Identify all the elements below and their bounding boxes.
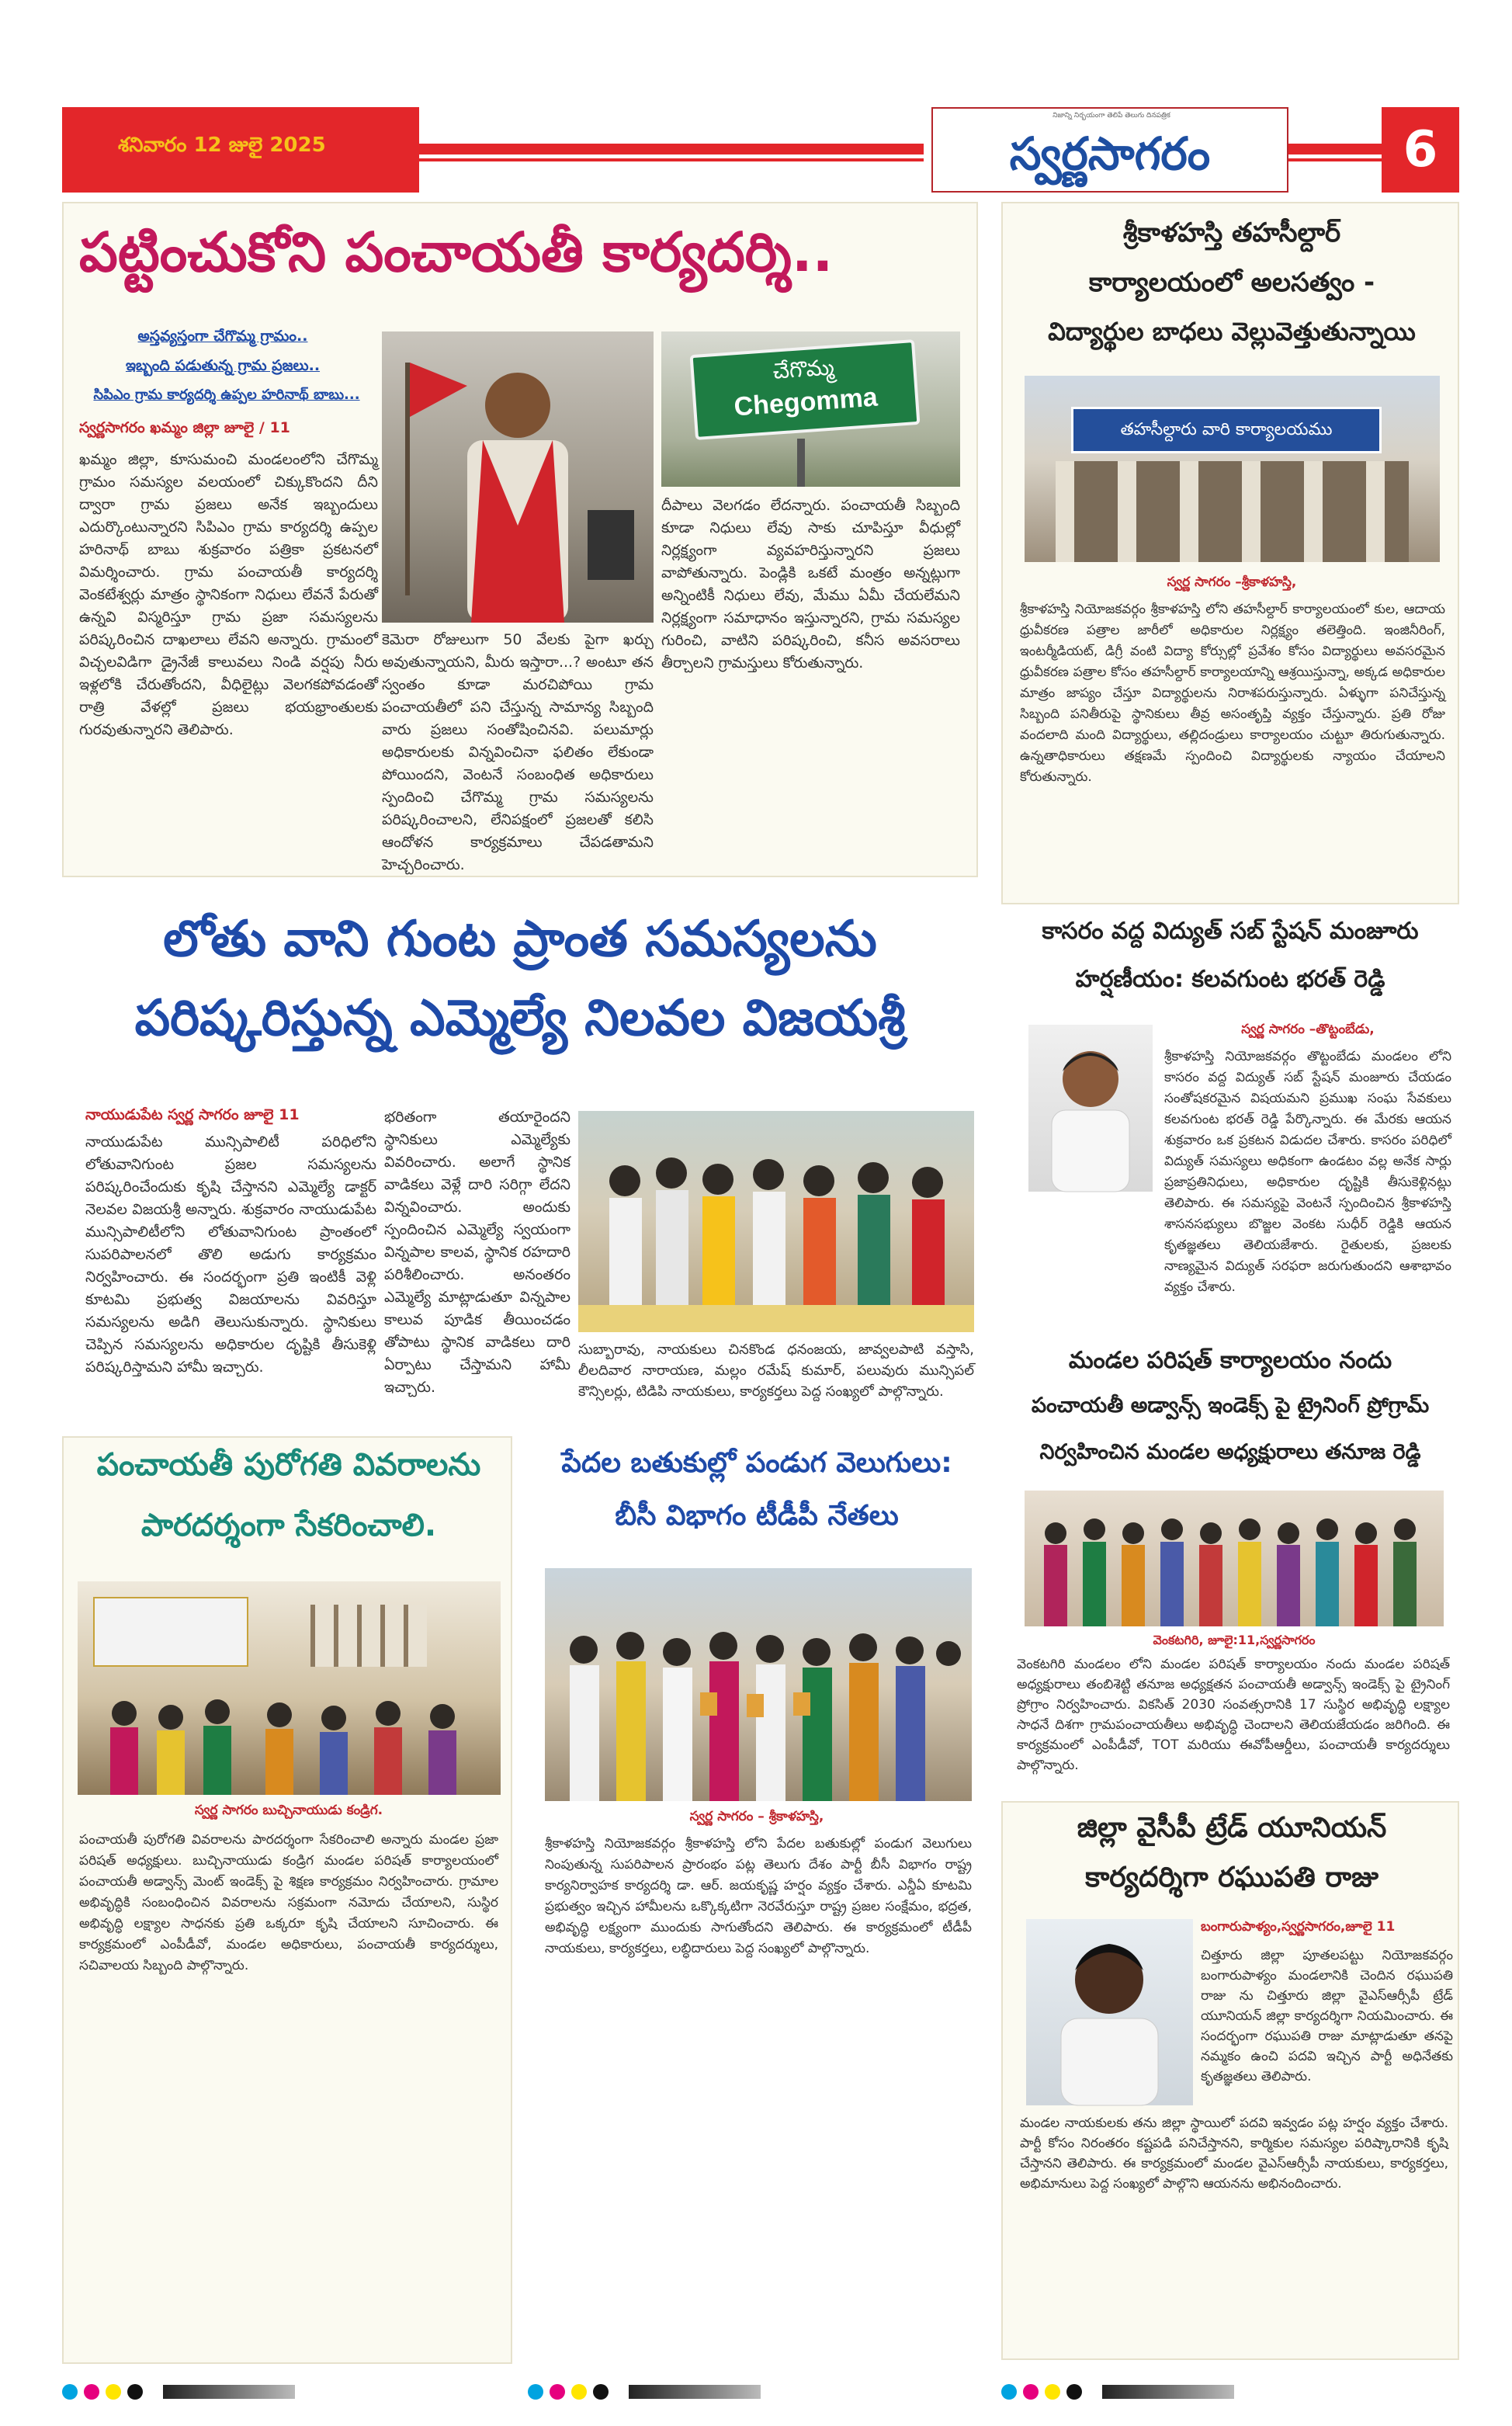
article-chegomma bbox=[62, 202, 978, 877]
article3-col2: భరితంగా తయారైందని స్థానికులు ఎమ్మెల్యేకు వివరించారు. అలాగే స్థానిక వాడికలు వెళ్లే దారి సరిగ్గా లేదని విన్నవించారు. అందుకు స్పందించిన ఎమ్మెల్యే స్వయంగా విన్నపాల కాలవ, స్థానిక రహదారి పరిశీలించారు. అనంతరం ఎమ్మెల్యే మాట్లాడుతూ విన్నపాల కాలువ పూడిక తీయించడం తోపాటు స్థానిక వాడికలు దారి ఏర్పాటు చేస్తామని హామీ ఇచ్చారు. bbox=[384, 1109, 570, 1396]
reg-group-left bbox=[62, 2383, 528, 2407]
reg-black-dot bbox=[593, 2384, 609, 2400]
article2-byline: స్వర్ణ సాగరం –శ్రీకాళహస్తి, bbox=[1167, 574, 1297, 590]
article4-headline-2: హర్షణీయం: కలవగుంట భరత్ రెడ్డి bbox=[1075, 966, 1385, 993]
person-portrait bbox=[1026, 1919, 1193, 2105]
article1-subhead-3: సిపిఎం గ్రామ కార్యదర్శి ఉప్పల హరినాథ్ బాబు... bbox=[93, 387, 360, 403]
article5-headline-2: పంచాయతీ అడ్వాన్స్ ఇండెక్స్ పై ట్రైనింగ్ ప్రోగ్రామ్ bbox=[1031, 1393, 1430, 1418]
reg-black-dot bbox=[127, 2384, 143, 2400]
article6-headline-2: కార్యదర్శిగా రఘుపతి రాజు bbox=[1085, 1862, 1378, 1893]
person-portrait bbox=[1028, 1025, 1153, 1192]
article-kasaram-substation bbox=[1001, 908, 1459, 1335]
article3-headline-2: పరిష్కరిస్తున్న ఎమ్మెల్యే నిలవల విజయశ్రీ bbox=[134, 990, 906, 1047]
article5-headline-3: నిర్వహించిన మండల అధ్యక్షురాలు తనూజ రెడ్డి bbox=[1039, 1440, 1421, 1464]
article-panchayat-index-training bbox=[1001, 1339, 1459, 1797]
crowd-illustration bbox=[578, 1111, 974, 1332]
reg-cyan-dot bbox=[528, 2384, 543, 2400]
group-illustration bbox=[1025, 1491, 1444, 1626]
reg-gradient-bar bbox=[163, 2385, 295, 2399]
reg-black-dot bbox=[1066, 2384, 1082, 2400]
article5-photo-group bbox=[1025, 1491, 1444, 1626]
masthead-rule-left bbox=[419, 144, 924, 154]
masthead-date: శనివారం 12 జులై 2025 bbox=[118, 134, 326, 157]
article5-headline-1: మండల పరిషత్ కార్యాలయం నందు bbox=[1068, 1347, 1392, 1374]
office-sign-text: తహసీల్దారు వారి కార్యాలయము bbox=[1120, 420, 1333, 439]
footer-registration-marks bbox=[62, 2383, 1459, 2407]
article-srikalahasti-tahsildar bbox=[1001, 202, 1459, 904]
article1-col3: దీపాలు వెలగడం లేదన్నారు. పంచాయతీ సిబ్బంది కూడా నిధులు లేవు సాకు చూపిస్తూ వీధుల్లో నిర్లక్ష్యంగా వ్యవహరిస్తున్నారని ప్రజలు వాపోతున్నారు. పెండ్లికి ఒకటే మంత్రం అన్నట్లుగా అన్నింటికీ నిధులు లేవు, మేము ఏమీ చేయలేమని నిర్లక్ష్యంగా సమాధానం ఇస్తున్నారని, గ్రామ సమస్యల గురించి, వాటిని పరిష్కరించి, కనీస అవసరాలు తీర్చాలని గ్రామస్తులు కోరుతున్నారు. bbox=[661, 497, 960, 672]
article2-body: శ్రీకాళహస్తి నియోజకవర్గం శ్రీకాళహస్తి లోని తహసీల్దార్ కార్యాలయంలో కుల, ఆదాయ ధ్రువీకరణ పత్రాల జారీలో అధికారుల నిర్లక్ష్యం తలెత్తింది. ఇంజినీరింగ్, ఇంటర్మీడియట్, డిగ్రీ వంటి విద్యా కోర్సుల్లో ప్రవేశం కోసం విద్యార్థులు అవసరమైన ధ్రువీకరణ పత్రాల కోసం తహసీల్దార్ కార్యాలయాన్ని ఆశ్రయిస్తున్నా, అక్కడ అధికారుల మాత్రం జాప్యం చేస్తూ విద్యార్థులను నిరాశపరుస్తున్నారు. ఏళ్ళుగా పనిచేస్తున్న సిబ్బంది పనితీరుపై స్థానికులు తీవ్ర అసంతృప్తి వ్యక్తం చేస్తున్నారు. ప్రతి రోజు వందలాది మంది విద్యార్థులు, తల్లిదండ్రులు కార్యాలయం చుట్టూ తిరుగుతున్నారు. ఉన్నతాధికారులు తక్షణమే స్పందించి విద్యార్థులకు న్యాయం చేయాలని కోరుతున్నారు. bbox=[1020, 602, 1445, 785]
article3-byline: నాయుడుపేట స్వర్ణ సాగరం జూలై 11 bbox=[85, 1106, 300, 1123]
article2-headline-1: శ్రీకాళహస్తి తహసీల్దార్ bbox=[1122, 217, 1341, 248]
sign-text-english: Chegomma bbox=[733, 382, 879, 422]
masthead-rule-right bbox=[1288, 144, 1382, 154]
article2-headline-2: కార్యాలయంలో అలసత్వం - bbox=[1088, 267, 1375, 298]
article5-body: వెంకటగిరి మండలం లోని మండల పరిషత్ కార్యాలయం నందు మండల పరిషత్ అధ్యక్షురాలు తంబిశెట్టి తనూజ అధ్యక్షతన పంచాయతీ అడ్వాన్స్ ఇండెక్స్ పై ట్రైనింగ్ ప్రోగ్రాం నిర్వహించారు. వికసిత్ 2030 సంవత్సరానికి 17 సుస్థిర అభివృద్ధి లక్ష్యాల సాధనే దిశగా గ్రామపంచాయతీలు అభివృద్ధి చెందాలని తెలియజేయడం జరిగింది. ఈ కార్యక్రమంలో ఎంపీడీవో, TOT మరియు ఈవోపీఆర్డీలు, పంచాయతీ కార్యదర్శులు పాల్గొన్నారు. bbox=[1017, 1657, 1450, 1773]
article3-headline-1: లోతు వాని గుంట ప్రాంత సమస్యలను bbox=[163, 911, 877, 968]
sign-pole bbox=[797, 439, 805, 487]
reg-cyan-dot bbox=[1001, 2384, 1017, 2400]
article8-photo-distribution bbox=[545, 1568, 972, 1801]
article4-headline-1: కాసరం వద్ద విద్యుత్ సబ్ స్టేషన్ మంజూరు bbox=[1042, 918, 1419, 945]
article7-photo-meeting bbox=[78, 1581, 501, 1795]
article2-photo-building bbox=[1025, 376, 1440, 562]
logo-box bbox=[931, 107, 1288, 193]
article8-headline-2: బీసీ విభాగం టీడీపీ నేతలు bbox=[615, 1500, 899, 1532]
reg-yellow-dot bbox=[1045, 2384, 1060, 2400]
reg-gradient-bar bbox=[629, 2385, 761, 2399]
article3-col1: నాయుడుపేట మున్సిపాలిటీ పరిధిలోని లోతువానిగుంట ప్రజల సమస్యలను పరిష్కరించేందుకు కృషి చేస్తానని ఎమ్మెల్యే డాక్టర్ నెలవల విజయశ్రీ అన్నారు. శుక్రవారం నాయుడుపేట మున్సిపాలిటీలోని లోతువానిగుంట ప్రాంతంలో సుపరిపాలనలో తొలి అడుగు కార్యక్రమం నిర్వహించారు. ఈ సందర్భంగా ప్రతి ఇంటికీ వెళ్లి కూటమి ప్రభుత్వ విజయాలను వివరిస్తూ సమస్యలను అడిగి తెలుసుకున్నారు. స్థానికులు చెప్పిన సమస్యలను అధికారుల దృష్టికి తీసుకెళ్లి పరిష్కరిస్తామని హామీ ఇచ్చారు. bbox=[85, 1133, 376, 1376]
reg-magenta-dot bbox=[1023, 2384, 1039, 2400]
village-sign-board bbox=[690, 339, 921, 440]
masthead bbox=[62, 107, 1459, 193]
article6-byline: బంగారుపాళ్యం,స్వర్ణసాగరం,జూలై 11 bbox=[1201, 1919, 1396, 1935]
article1-headline: పట్టించుకోని పంచాయతీ కార్యదర్శి.. bbox=[79, 220, 834, 284]
page-number: 6 bbox=[1403, 121, 1438, 179]
article8-headline-1: పేదల బతుకుల్లో పండుగ వెలుగులు: bbox=[561, 1447, 952, 1479]
article6-photo-person bbox=[1026, 1919, 1193, 2105]
article1-photo-sign bbox=[661, 331, 960, 487]
reg-magenta-dot bbox=[550, 2384, 565, 2400]
article4-byline: స్వర్ణ సాగరం –తొట్టంబేడు, bbox=[1241, 1022, 1375, 1037]
article6-col-full: మండల నాయకులకు తను జిల్లా స్థాయిలో పదవి ఇవ్వడం పట్ల హర్షం వ్యక్తం చేశారు. పార్టీ కోసం నిరంతరం కష్టపడి పనిచేస్తానని, కార్మికుల సమస్యల పరిష్కారానికి కృషి చేస్తానని తెలిపారు. ఈ కార్యక్రమంలో మండల వైఎస్ఆర్సీపీ నాయకులు, కార్యకర్తలు, అభిమానులు పెద్ద సంఖ్యలో పాల్గొని ఆయనను అభినందించారు. bbox=[1020, 2115, 1448, 2192]
article3-col3: సుబ్బారావు, నాయకులు చినకొండ ధనంజయ, జావ్వలపాటి వస్తాసి, లీలదివార నారాయణ, మల్లం రమేష్ కుమార్, పలువురు మున్సిపల్ కౌన్సిలర్లు, టిడిపి నాయకులు, కార్యకర్తలు పెద్ద సంఖ్యలో పాల్గొన్నారు. bbox=[578, 1341, 974, 1400]
red-flag-icon bbox=[382, 331, 654, 623]
article2-headline-3: విద్యార్థుల బాధలు వెల్లువెత్తుతున్నాయి bbox=[1048, 317, 1416, 346]
article-bc-tdp-festival bbox=[528, 1436, 986, 2364]
article-ysrcp-trade-union bbox=[1001, 1801, 1459, 2360]
reg-group-right bbox=[1001, 2383, 1459, 2407]
office-sign-board bbox=[1071, 407, 1382, 453]
article6-headline-1: జిల్లా వైసీపీ ట్రేడ్ యూనియన్ bbox=[1077, 1812, 1387, 1844]
article5-byline: వెంకటగిరి, జూలై:11,స్వర్ణసాగరం bbox=[1153, 1633, 1316, 1647]
article7-headline-1: పంచాయతీ పురోగతి వివరాలను bbox=[96, 1447, 481, 1483]
masthead-rule-left-thin bbox=[419, 158, 924, 161]
article1-col2: కెమెరా రోజులుగా 50 వేలకు పైగా ఖర్చు అవుతున్నాయని, మీరు ఇస్తారా...? అంటూ తన స్వంతం కూడా మరచిపోయి గ్రామ పంచాయతీలో పని చేస్తున్న సామాన్య సిబ్బంది వారు ప్రజలు సంతోషించినవి. పలుమార్లు అధికారులకు విన్నవించినా ఫలితం లేకుండా పోయిందని, వెంటనే సంబంధిత అధికారులు స్పందించి చేగొమ్మ గ్రామ సమస్యలను పరిష్కరించాలని, లేనిపక్షంలో ప్రజలతో కలిసి ఆందోళన కార్యక్రమాలు చేపడతామని హెచ్చరించారు. bbox=[382, 631, 654, 873]
article6-col-left: చిత్తూరు జిల్లా పూతలపట్టు నియోజకవర్గం బంగారుపాళ్యం మండలానికి చెందిన రఘుపతి రాజు ను చిత్తూరు జిల్లా వైఎస్ఆర్సీపీ ట్రేడ్ యూనియన్ జిల్లా కార్యదర్శిగా నియమించారు. ఈ సందర్భంగా రఘుపతి రాజు మాట్లాడుతూ తనపై నమ్మకం ఉంచి పదవి ఇచ్చిన పార్టీ అధినేతకు కృతజ్ఞతలు తెలిపారు. bbox=[1201, 1948, 1453, 2084]
sign-text-telugu: చేగొమ్మ bbox=[772, 354, 835, 384]
reg-gradient-bar bbox=[1102, 2385, 1234, 2399]
article1-photo-person bbox=[382, 331, 654, 623]
article7-byline: స్వర్ణ సాగరం బుచ్చినాయుడు కండ్రిగ. bbox=[194, 1803, 383, 1818]
reg-yellow-dot bbox=[106, 2384, 121, 2400]
reg-magenta-dot bbox=[84, 2384, 99, 2400]
article-lothuvanigunta bbox=[62, 897, 978, 1425]
distribution-illustration bbox=[545, 1568, 972, 1801]
masthead-paper-name: స్వర్ణసాగరం bbox=[1009, 127, 1211, 180]
building-pillars bbox=[1056, 461, 1409, 562]
reg-group-center bbox=[528, 2383, 994, 2407]
page-number-box bbox=[1382, 107, 1459, 193]
article7-body: పంచాయతీ పురోగతి వివరాలను పారదర్శంగా సేకరించాలి అన్నారు మండల ప్రజా పరిషత్ అధ్యక్షులు. బుచ్చినాయుడు కండ్రిగ మండల పరిషత్ కార్యాలయంలో పంచాయతీ అడ్వాన్స్ మెంట్ ఇండెక్స్ పై శిక్షణ కార్యక్రమం నిర్వహించారు. గ్రామాల అభివృద్ధికి సంబంధించిన వివరాలను సక్రమంగా నమోదు చేయాలని, సుస్థిర అభివృద్ధి లక్ష్యాల సాధనకు ప్రతి ఒక్కరూ కృషి చేయాలని సూచించారు. ఈ కార్యక్రమంలో ఎంపీడీవో, మండల అధికారులు, పంచాయతీ కార్యదర్శులు, సచివాలయ సిబ్బంది పాల్గొన్నారు. bbox=[79, 1832, 498, 1973]
article8-body: శ్రీకాళహస్తి నియోజకవర్గం శ్రీకాళహస్తి లోని పేదల బతుకుల్లో పండుగ వెలుగులు నింపుతున్న సుపరిపాలన ప్రారంభం పట్ల తెలుగు దేశం పార్టీ బీసీ విభాగం రాష్ట్ర కార్యనిర్వాహక కార్యదర్శి డా. ఆర్. జయకృష్ణ హర్షం వ్యక్తం చేశారు. ఎన్డీఏ కూటమి ప్రభుత్వం ఇచ్చిన హామీలను ఒక్కొక్కటిగా నెరవేరుస్తూ రాష్ట్ర ప్రజల సంక్షేమం, భద్రత, అభివృద్ధి లక్ష్యంగా ముందుకు సాగుతోందని తెలిపారు. ఈ కార్యక్రమంలో టీడీపీ నాయకులు, కార్యకర్తలు, లబ్ధిదారులు పెద్ద సంఖ్యలో పాల్గొన్నారు. bbox=[545, 1836, 972, 1956]
article4-photo-person bbox=[1028, 1025, 1153, 1192]
article-panchayat-progress bbox=[62, 1436, 512, 2364]
article8-byline: స్వర్ణ సాగరం – శ్రీకాళహస్తి, bbox=[689, 1809, 824, 1824]
article7-headline-2: పారదర్శంగా సేకరించాలి. bbox=[140, 1508, 437, 1543]
reg-yellow-dot bbox=[571, 2384, 587, 2400]
article1-subhead-2: ఇబ్బంది పడుతున్న గ్రామ ప్రజలు.. bbox=[125, 357, 321, 374]
article4-body: శ్రీకాళహస్తి నియోజకవర్గం తొట్టంబేడు మండలం లోని కాసరం వద్ద విద్యుత్ సబ్ స్టేషన్ మంజూరు చేయడం సంతోషకరమైన విషయమని ప్రముఖ సంఘ సేవకులు కలవగుంట భరత్ రెడ్డి పేర్కొన్నారు. ఈ మేరకు ఆయన శుక్రవారం ఒక ప్రకటన విడుదల చేశారు. కాసరం పరిధిలో విద్యుత్ సమస్యలు అధికంగా ఉండటం వల్ల అనేక సార్లు ప్రజాప్రతినిధులు, అధికారుల దృష్టికి తీసుకెళ్లినట్లు తెలిపారు. ఈ సమస్యపై వెంటనే స్పందించిన శ్రీకాళహస్తి శాసనసభ్యులు బొజ్జల వెంకట సుధీర్ రెడ్డికి ఆయన కృతజ్ఞతలు తెలియజేశారు. రైతులకు, ప్రజలకు నాణ్యమైన విద్యుత్ సరఫరా జరుగుతుందని ఆశాభావం వ్యక్తం చేశారు. bbox=[1164, 1049, 1451, 1295]
audience-illustration bbox=[78, 1581, 501, 1795]
article3-photo-mla bbox=[578, 1111, 974, 1332]
reg-cyan-dot bbox=[62, 2384, 78, 2400]
masthead-tagline: నిజాన్ని నిర్భయంగా తెలిపే తెలుగు దినపత్రిక bbox=[1053, 112, 1170, 120]
article1-byline: స్వర్ణసాగరం ఖమ్మం జిల్లా జూలై / 11 bbox=[79, 419, 290, 436]
article1-subhead-1: అస్తవ్యస్తంగా చేగొమ్మ గ్రామం.. bbox=[137, 328, 308, 345]
article1-col1: ఖమ్మం జిల్లా, కూసుమంచి మండలంలోని చేగొమ్మ గ్రామం సమస్యల వలయంలో చిక్కుకొందని దీని ద్వారా గ్రామ ప్రజలు అనేక ఇబ్బందులు ఎదుర్కొంటున్నారని సిపిఎం గ్రామ కార్యదర్శి ఉప్పల హరినాథ్ బాబు శుక్రవారం పత్రికా ప్రకటనలో విమర్శించారు. గ్రామ పంచాయతీ కార్యదర్శి వెంకటేశ్వర్లు మాత్రం స్థానికంగా నిధులు లేవనే పేరుతో ఉన్నవి విస్మరిస్తూ గ్రామ ప్రజా సమస్యలను పరిష్కరించిన దాఖలాలు లేవని అన్నారు. గ్రామంలో విచ్చలవిడిగా డ్రైనేజీ కాలువలు నిండి వర్షపు నీరు ఇళ్లలోకి చేరుతోందని, వీధిలైట్లు వెలగకపోవడంతో రాత్రి వేళల్లో ప్రజలు భయభ్రాంతులకు గురవుతున్నారని తెలిపారు. bbox=[79, 451, 378, 738]
masthead-rule-right-thin bbox=[1288, 158, 1382, 161]
